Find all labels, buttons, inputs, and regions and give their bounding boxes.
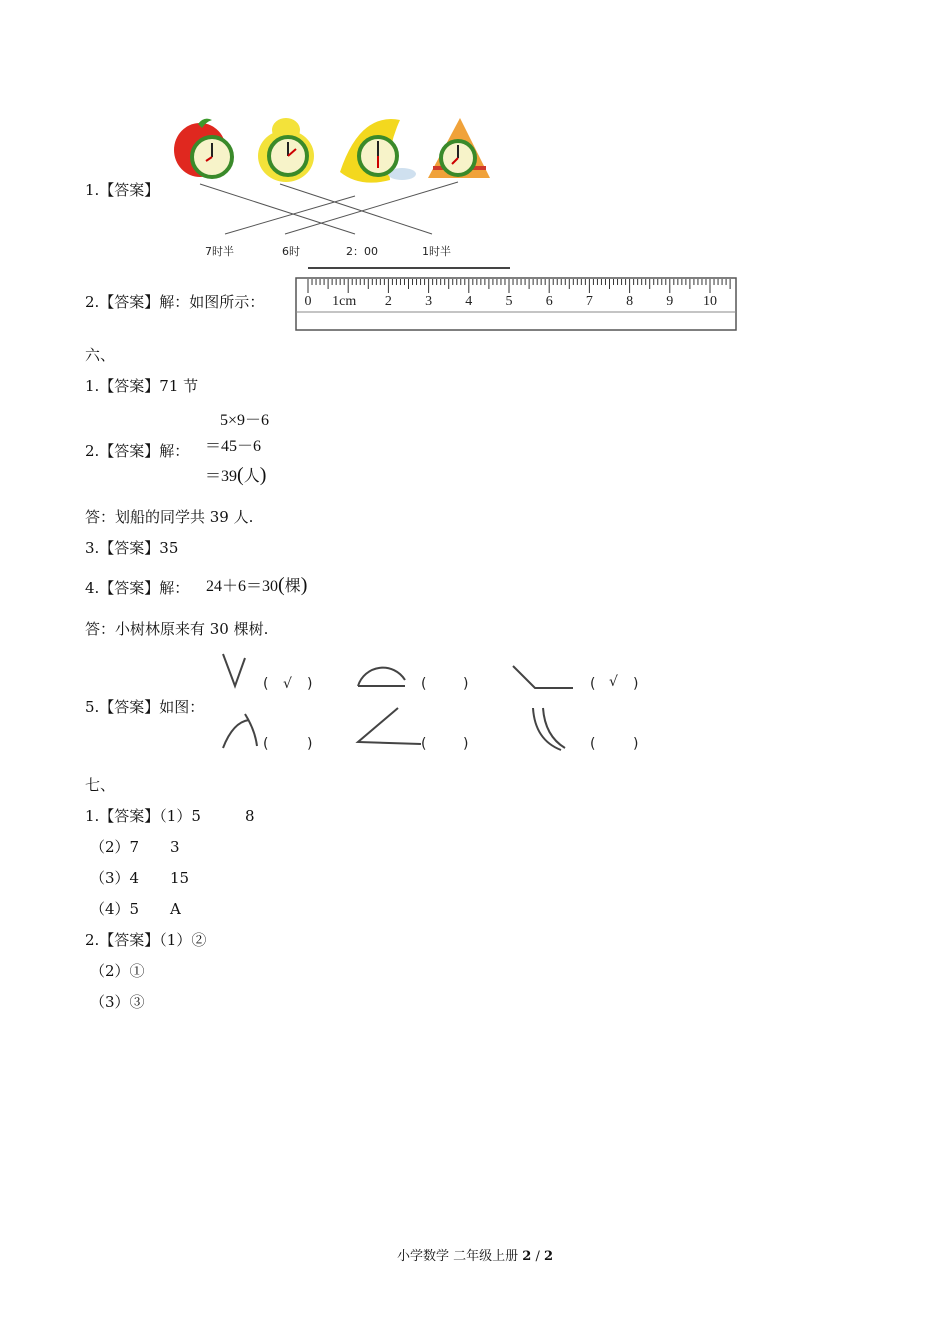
svg-text:(: ( <box>590 736 596 752</box>
cake-clock-icon <box>428 118 490 178</box>
ruler-number: 0 <box>304 294 312 309</box>
s7-q1-row4-value: A <box>170 900 181 918</box>
ruler-number: 3 <box>425 294 433 309</box>
footer-text: 小学数学 二年级上册 <box>396 1249 519 1264</box>
ruler-number: 5 <box>505 294 513 309</box>
shape-angle-3 <box>358 708 421 744</box>
s6-q1-answer: 1.【答案】71 节 <box>85 377 199 395</box>
mark-check-2: √ <box>609 674 618 690</box>
clock-matching-figure <box>170 112 510 272</box>
section-7-title: 七、 <box>85 776 116 794</box>
s6-q3-answer: 3.【答案】35 <box>85 539 179 557</box>
time-label-3: 2：00 <box>346 245 378 258</box>
apple-clock-icon <box>174 119 232 177</box>
banana-clock-icon <box>340 119 416 183</box>
s6-q4-answer: 答：小树林原来有 30 棵树. <box>85 620 269 638</box>
footer-total: 2 <box>543 1249 554 1264</box>
pear-clock-icon <box>258 118 314 182</box>
ruler-number: 4 <box>465 294 473 309</box>
s7-q2-row1: 2.【答案】（1）② <box>85 931 207 949</box>
ruler-number: 6 <box>545 294 553 309</box>
ruler-number: 7 <box>585 294 593 309</box>
s6-q4-expr: 24＋6＝30 <box>206 578 279 595</box>
angle-judgement-figure <box>215 650 645 760</box>
s6-q2-answer: 答：划船的同学共 39 人. <box>85 508 254 526</box>
shape-angle-1 <box>223 654 245 686</box>
ruler-number: 1cm <box>332 294 357 309</box>
s7-q1-row4-label: （4）5 <box>90 900 140 918</box>
shape-angle-2 <box>513 666 573 688</box>
s7-q1-row3-value: 15 <box>170 869 190 887</box>
shape-curve-1 <box>223 714 257 748</box>
s6-q5-label: 5.【答案】如图： <box>85 698 205 716</box>
svg-text:): ) <box>633 736 639 752</box>
svg-text:): ) <box>463 736 469 752</box>
svg-text:): ) <box>307 676 313 692</box>
s7-q1-row2-value: 3 <box>170 838 180 856</box>
page-footer <box>0 1245 950 1264</box>
time-label-4: 1时半 <box>422 245 451 258</box>
svg-text:): ) <box>307 736 313 752</box>
shape-curve-2 <box>533 708 565 750</box>
q5-2-label: 2.【答案】解：如图所示： <box>85 293 265 311</box>
svg-text:): ) <box>463 676 469 692</box>
ruler-number: 8 <box>626 294 634 309</box>
footer-sep: / <box>535 1249 540 1264</box>
s6-q2-line3: ＝39(人) <box>205 464 267 486</box>
q5-1-label: 1.【答案】 <box>85 181 160 199</box>
s6-q4-label: 4.【答案】解： <box>85 579 190 597</box>
mark-check-1: √ <box>283 676 292 692</box>
s7-q1-row1-value: 8 <box>245 807 255 825</box>
time-label-1: 7时半 <box>205 245 234 258</box>
section-6-title: 六、 <box>85 346 116 364</box>
ruler-number: 2 <box>384 294 392 309</box>
svg-text:(: ( <box>263 736 269 752</box>
svg-text:(: ( <box>263 676 269 692</box>
ruler-number: 10 <box>703 294 717 309</box>
s7-q1-row1-label: 1.【答案】（1）5 <box>85 807 201 825</box>
s7-q1-row3-label: （3）4 <box>90 869 140 887</box>
svg-text:): ) <box>633 676 639 692</box>
footer-page: 2 <box>522 1249 532 1264</box>
s6-q2-line2: ＝45－6 <box>205 438 262 455</box>
svg-text:(: ( <box>421 676 427 692</box>
s6-q2-unit: 人 <box>243 468 260 485</box>
s7-q1-row2-label: （2）7 <box>90 838 140 856</box>
shape-arc-1 <box>358 668 405 686</box>
ruler-figure <box>294 262 738 334</box>
svg-text:(: ( <box>590 676 596 692</box>
s6-q4-unit: 棵 <box>284 578 301 595</box>
svg-text:(: ( <box>421 736 427 752</box>
time-label-2: 6时 <box>282 245 300 258</box>
s6-q2-result: ＝39 <box>205 468 238 485</box>
s6-q2-line1: 5×9－6 <box>220 412 270 429</box>
s6-q2-label: 2.【答案】解： <box>85 442 190 460</box>
ruler-number: 9 <box>666 294 674 309</box>
s7-q2-row2: （2）① <box>90 962 145 980</box>
s6-q4-expression: 24＋6＝30(棵) <box>206 574 308 596</box>
s7-q2-row3: （3）③ <box>90 993 145 1011</box>
